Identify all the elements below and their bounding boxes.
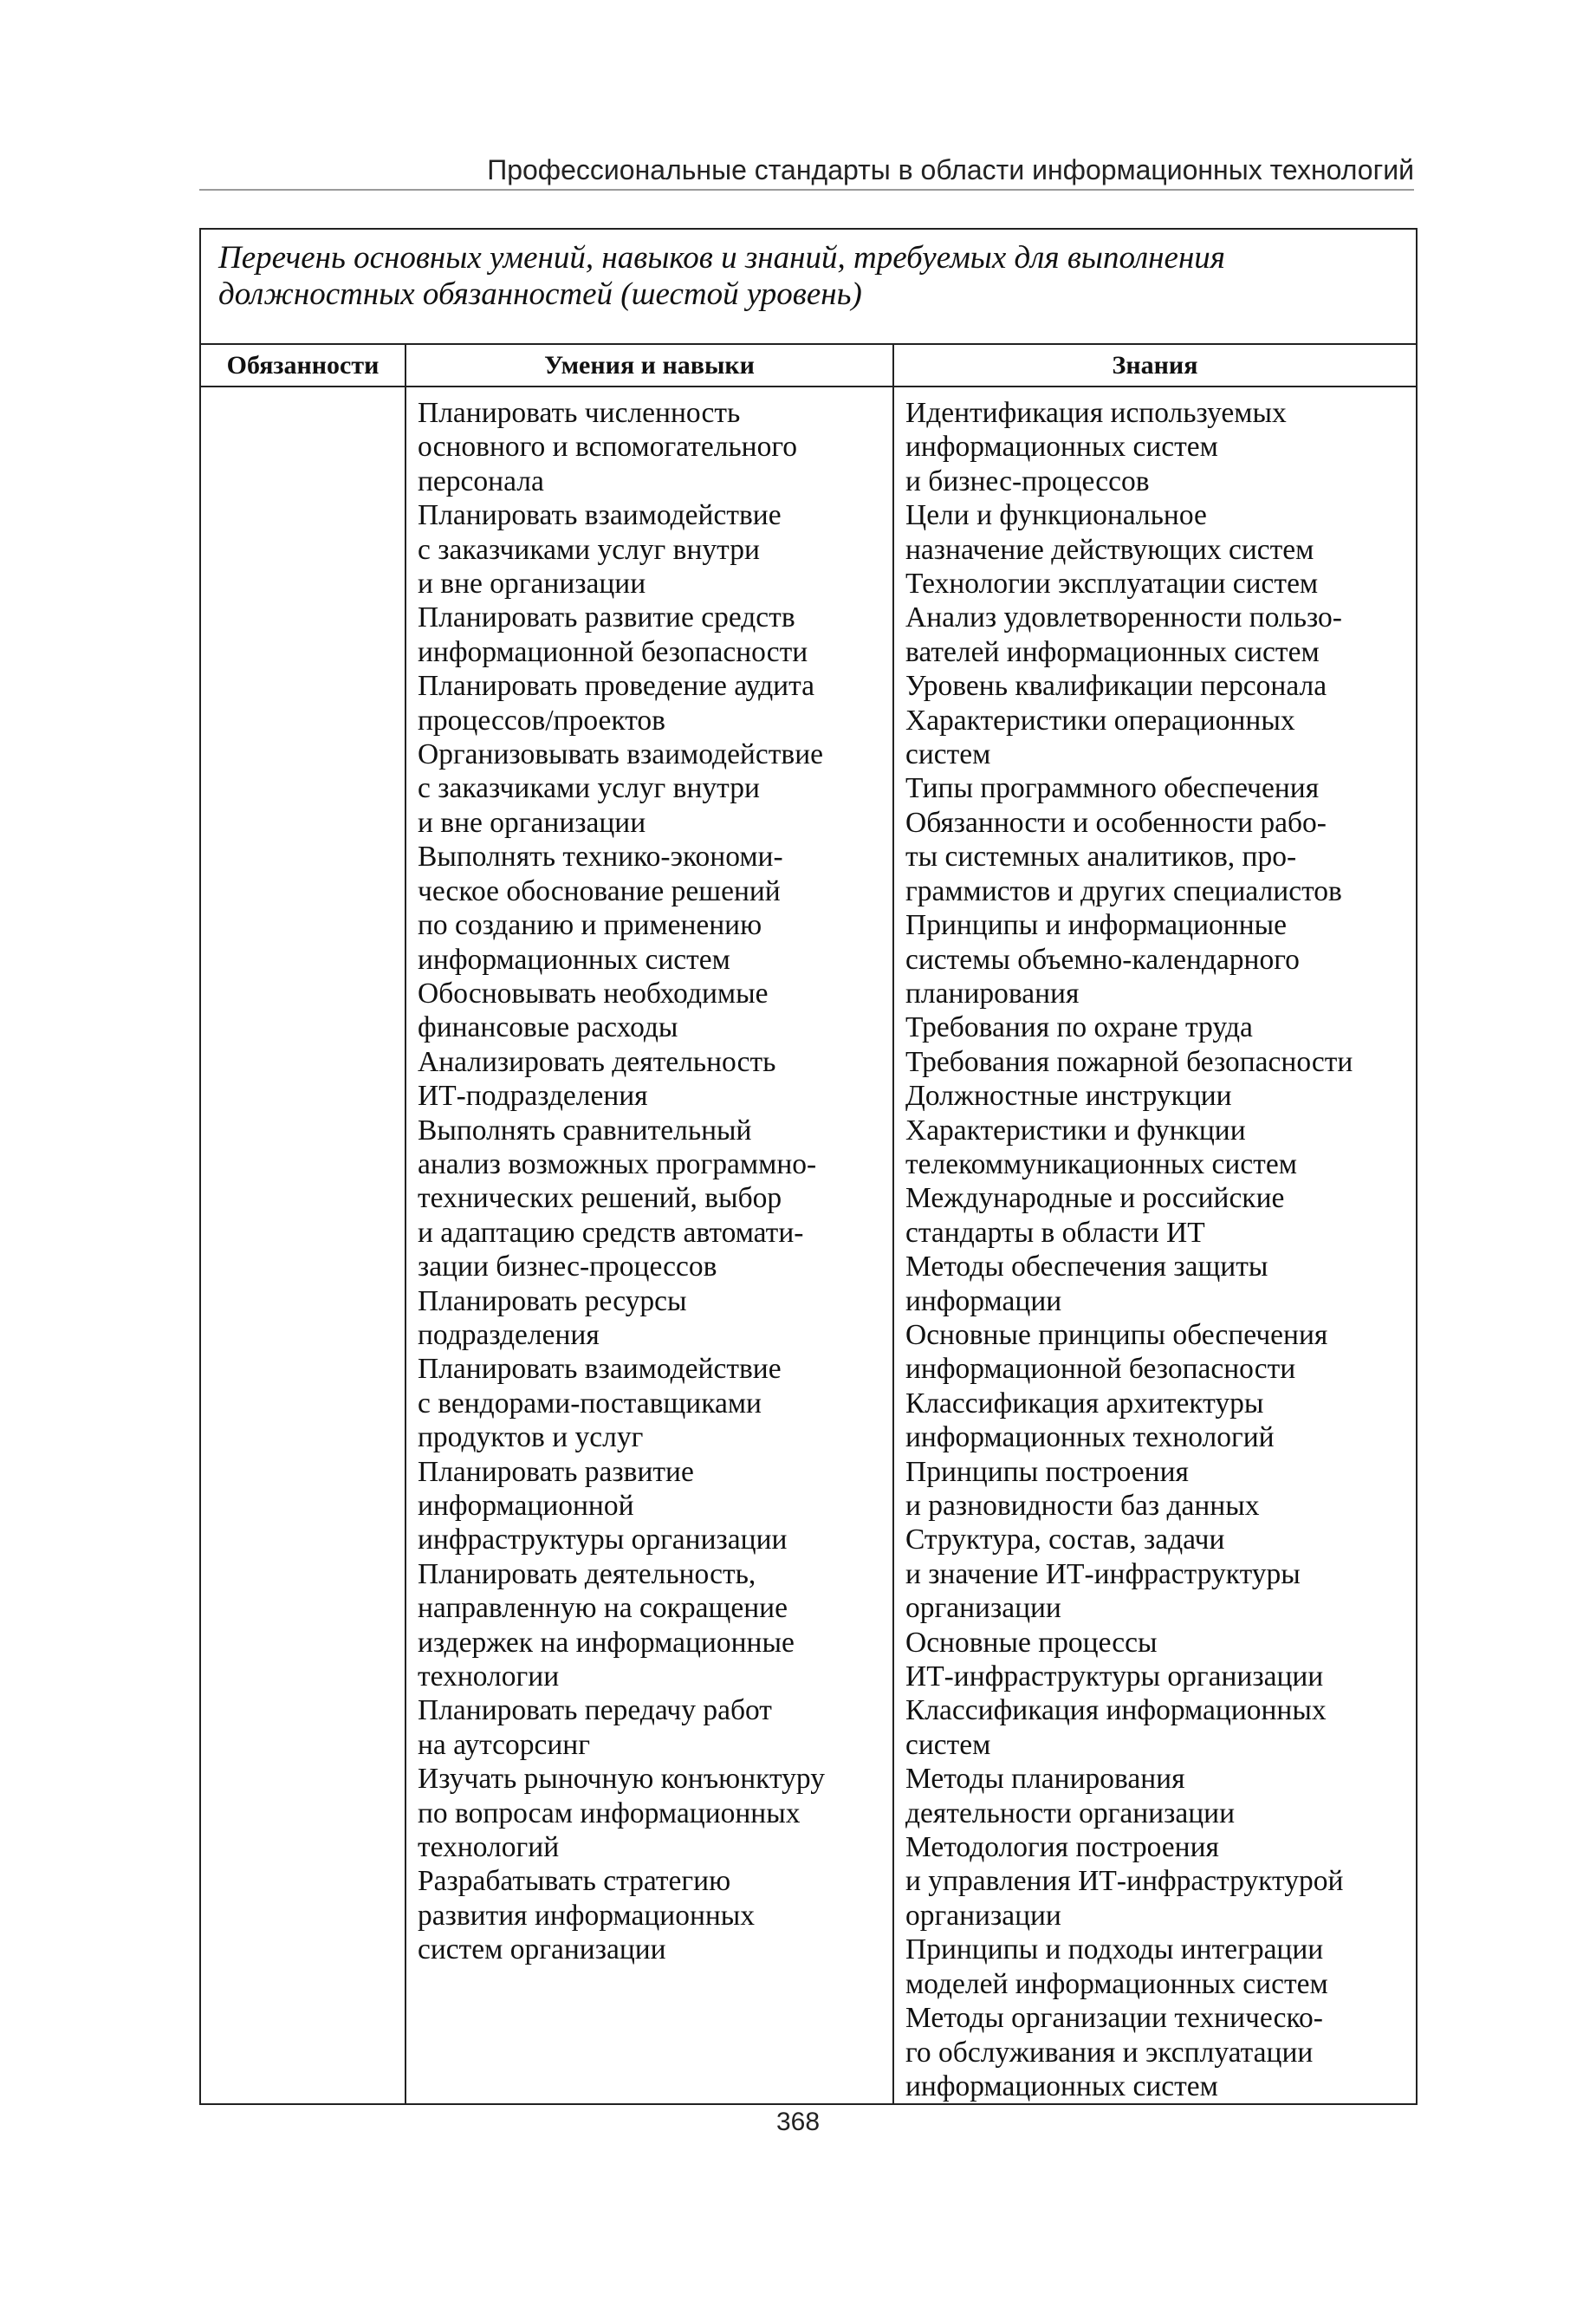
knowledge-line: систем: [905, 1728, 991, 1761]
knowledge-line: информационных систем: [905, 2069, 1218, 2102]
header-rule: [199, 189, 1414, 191]
skills-line: с заказчиками услуг внутри: [418, 533, 760, 566]
skills-line: зации бизнес-процессов: [418, 1251, 717, 1283]
knowledge-line: Технологии эксплуатации систем: [905, 568, 1319, 601]
knowledge-line: Методы организации техническо-: [905, 2002, 1323, 2035]
knowledge-line: вателей информационных систем: [905, 635, 1320, 668]
skills-line: подразделения: [418, 1318, 600, 1351]
knowledge-line: моделей информационных систем: [905, 1967, 1328, 2000]
knowledge-line: Уровень квалификации персонала: [905, 670, 1327, 703]
skills-line: ческое обоснование решений: [418, 874, 781, 907]
knowledge-line: Требования пожарной безопасности: [905, 1045, 1353, 1078]
knowledge-line: Цели и функциональное: [905, 499, 1207, 532]
skills-line: технологий: [418, 1831, 560, 1864]
knowledge-line: Классификация информационных: [905, 1694, 1327, 1727]
skills-line: Организовывать взаимодействие: [418, 738, 823, 771]
skills-line: Анализировать деятельность: [418, 1045, 776, 1078]
skills-line: Планировать передачу работ: [418, 1694, 772, 1727]
skills-line: Планировать развитие средств: [418, 601, 795, 634]
knowledge-line: го обслуживания и эксплуатации: [905, 2036, 1314, 2069]
knowledge-line: Методология построения: [905, 1831, 1219, 1864]
skills-line: и адаптацию средств автомати-: [418, 1216, 804, 1249]
knowledge-line: информационных технологий: [905, 1421, 1275, 1454]
knowledge-line: информации: [905, 1284, 1062, 1317]
skills-line: финансовые расходы: [418, 1011, 678, 1044]
knowledge-line: информационных систем: [905, 431, 1218, 464]
knowledge-line: Характеристики операционных: [905, 704, 1295, 737]
skills-line: по вопросам информационных: [418, 1796, 801, 1829]
knowledge-line: Методы планирования: [905, 1763, 1185, 1796]
knowledge-line: граммистов и других специалистов: [905, 874, 1342, 907]
knowledge-line: Обязанности и особенности рабо-: [905, 806, 1327, 839]
skills-line: информационных систем: [418, 943, 730, 976]
knowledge-line: Идентификация используемых: [905, 397, 1287, 429]
skills-line: издержек на информационные: [418, 1626, 795, 1659]
column-header-knowledge: Знания: [893, 344, 1417, 387]
knowledge-line: деятельности организации: [905, 1796, 1235, 1829]
running-header: Профессиональные стандарты в области информационных технологий: [487, 154, 1414, 185]
skills-line: Планировать проведение аудита: [418, 670, 814, 703]
skills-line: на аутсорсинг: [418, 1728, 590, 1761]
knowledge-line: Требования по охране труда: [905, 1011, 1253, 1044]
skills-line: развития информационных: [418, 1899, 756, 1932]
skills-line: Разрабатывать стратегию: [418, 1865, 731, 1898]
knowledge-line: Международные и российские: [905, 1182, 1285, 1215]
knowledge-line: Анализ удовлетворенности пользо-: [905, 601, 1342, 634]
knowledge-line: Типы программного обеспечения: [905, 772, 1320, 805]
skills-line: инфраструктуры организации: [418, 1524, 788, 1556]
table-caption-line: Перечень основных умений, навыков и знаний, требуемых для выполнения: [218, 240, 1225, 276]
skills-line: информационной: [418, 1490, 634, 1522]
column-header-skills: Умения и навыки: [405, 344, 893, 387]
skills-line: основного и вспомогательного: [418, 431, 798, 464]
skills-line: Выполнять сравнительный: [418, 1114, 752, 1147]
skills-line: персонала: [418, 465, 544, 497]
skills-line: ИТ-подразделения: [418, 1080, 648, 1113]
skills-line: и вне организации: [418, 568, 646, 601]
knowledge-line: организации: [905, 1592, 1061, 1625]
knowledge-line: Методы обеспечения защиты: [905, 1251, 1268, 1283]
skills-line: Изучать рыночную конъюнктуру: [418, 1763, 825, 1796]
knowledge-line: Основные процессы: [905, 1626, 1158, 1659]
skills-line: с вендорами-поставщиками: [418, 1387, 762, 1420]
knowledge-line: системы объемно-календарного: [905, 943, 1300, 976]
knowledge-line: Принципы и информационные: [905, 909, 1287, 942]
knowledge-line: Принципы построения: [905, 1455, 1189, 1488]
skills-line: Обосновывать необходимые: [418, 977, 769, 1010]
knowledge-line: и разновидности баз данных: [905, 1490, 1260, 1522]
table-caption-line: должностных обязанностей (шестой уровень): [218, 276, 862, 312]
knowledge-line: Характеристики и функции: [905, 1114, 1246, 1147]
skills-line: систем организации: [418, 1933, 666, 1966]
skills-line: Выполнять технико-экономи-: [418, 841, 783, 874]
knowledge-line: назначение действующих систем: [905, 533, 1314, 566]
knowledge-line: ИТ-инфраструктуры организации: [905, 1660, 1324, 1693]
skills-line: Планировать ресурсы: [418, 1284, 687, 1317]
skills-line: информационной безопасности: [418, 635, 808, 668]
skills-line: технических решений, выбор: [418, 1182, 782, 1215]
knowledge-line: организации: [905, 1899, 1061, 1932]
skills-line: технологии: [418, 1660, 560, 1693]
knowledge-line: и значение ИТ-инфраструктуры: [905, 1557, 1301, 1590]
knowledge-line: Структура, состав, задачи: [905, 1524, 1225, 1556]
knowledge-line: планирования: [905, 977, 1080, 1010]
knowledge-line: стандарты в области ИТ: [905, 1216, 1205, 1249]
duties-cell: [200, 387, 405, 2104]
knowledge-line: систем: [905, 738, 991, 771]
knowledge-line: телекоммуникационных систем: [905, 1147, 1297, 1180]
knowledge-line: и бизнес-процессов: [905, 465, 1150, 497]
skills-line: процессов/проектов: [418, 704, 665, 737]
skills-line: Планировать взаимодействие: [418, 499, 782, 532]
skills-line: и вне организации: [418, 806, 646, 839]
table-caption: [200, 229, 1417, 344]
skills-line: Планировать развитие: [418, 1455, 694, 1488]
skills-line: Планировать деятельность,: [418, 1557, 756, 1590]
skills-line: анализ возможных программно-: [418, 1147, 817, 1180]
knowledge-line: и управления ИТ-инфраструктурой: [905, 1865, 1344, 1898]
knowledge-line: Должностные инструкции: [905, 1080, 1232, 1113]
knowledge-line: информационной безопасности: [905, 1353, 1296, 1386]
column-header-duties: Обязанности: [200, 344, 405, 387]
knowledge-line: Основные принципы обеспечения: [905, 1318, 1328, 1351]
skills-cell: [405, 387, 893, 2104]
skills-line: направленную на сокращение: [418, 1592, 788, 1625]
skills-line: по созданию и применению: [418, 909, 762, 942]
knowledge-line: ты системных аналитиков, про-: [905, 841, 1297, 874]
skills-line: Планировать численность: [418, 397, 741, 429]
knowledge-line: Классификация архитектуры: [905, 1387, 1264, 1420]
skills-knowledge-table: [199, 228, 1418, 2105]
skills-line: Планировать взаимодействие: [418, 1353, 782, 1386]
page-number: 368: [775, 2108, 821, 2136]
knowledge-cell: [893, 387, 1417, 2104]
skills-line: продуктов и услуг: [418, 1421, 644, 1454]
knowledge-line: Принципы и подходы интеграции: [905, 1933, 1324, 1966]
skills-line: с заказчиками услуг внутри: [418, 772, 760, 805]
